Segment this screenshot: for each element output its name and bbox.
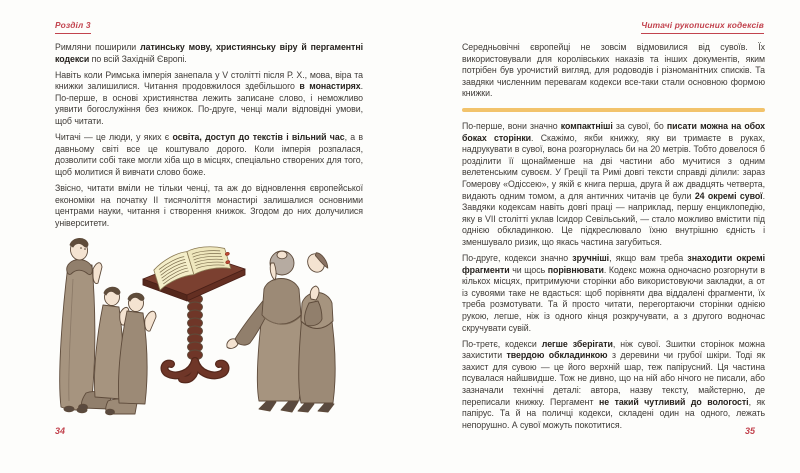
paragraph: Середньовічні європейці не зовсім відмовилися від сувоїв. Їх використовували для королівських наказів та інших документів, яким потрібен був урочистий вигляд, для родоводів і різноманітних списків. Та завдяки численним перевагам кодекси все-таки стали основною формою книжки.: [462, 42, 765, 99]
page-right: [400, 0, 800, 473]
paragraph: Навіть коли Римська імперія занепала у V столітті після Р. Х., мова, віра та книжки залишилися. Читання продовжилося здебільшого в монастирях. По-перше, в основі християнства лежить записане слово, і неможливо уявити богослужіння без книжок. По-друге, ченці мали відповідні умови, щоб читати.: [55, 69, 363, 127]
monks-at-lectern-illustration: [53, 235, 338, 417]
left-text-column: [55, 42, 363, 234]
lectern-feet-fill: [164, 361, 225, 379]
page-number-right: 35: [744, 426, 755, 436]
leaning-monk-icon: [298, 250, 335, 412]
lectern-icon: [143, 239, 245, 379]
paragraph: По-друге, кодекси значно зручніші, якщо вам треба знаходити окремі фрагменти чи щось порівнювати. Кодекс можна одночасно розгорнути в кількох місцях, притримуючи сторінки або використовуючи закладки, а от із сувоями таке не вдасться: щоб порівняти два віддалені фрагменти, їх треба розмотувати. Та й просто читати, перегортаючи сторінки однією рукою, легше, ніж із одного кінця розкручувати, а з другого водночас скручувати сувій.: [462, 253, 765, 333]
paragraph: Римляни поширили латинську мову, християнську віру й пергаментні кодекси по всій Західній Європі.: [55, 42, 363, 64]
paragraph: По-третє, кодекси легше зберігати, ніж сувої. Зшитки сторінок можна захистити твердою обкладинкою з деревини чи грубої шкіри. Тоді як захист для сувою — це його верхній шар, теж папірусний. Ця частина псувалася найшвидше. Тож не дивно, що на ній або нічого не писали, або зазначали технічні деталі: автора, назву тексту, майстерню, де переписали книжку. Пергамент не такий чутливий до вологості, як папірус. Та й на поличці кодекси, складені один на одного, лежать непорушно. А сувої можуть покотитися.: [462, 338, 765, 430]
paragraph: Звісно, читати вміли не тільки ченці, та аж до відновлення європейської економіки на початку II тисячоліття монастирі залишалися основними центрами науки, читання і створення книжок. Згодом до них долучилися університети.: [55, 183, 363, 228]
section-divider-bar: [462, 108, 765, 113]
section-running-head: Читачі рукописних кодексів: [641, 20, 764, 34]
page-number-left: 34: [55, 426, 66, 436]
chapter-running-head: Розділ 3: [55, 20, 91, 34]
paragraph: По-перше, вони значно компактніші за сувої, бо писати можна на обох боках сторінки. Скажімо, якби книжку, яку ви тримаєте в руках, надрукувати в сувої, вона розгорнулась би на 20 метрів. Тобто довелося б розділити її щонайменше на дві частини або мучитися з одним велетенським сувоєм. У Греції та Римі довгі тексти справді ділили: зараз Гомерову «Одіссею», у якій є книга перша, друга й аж двадцять четверта, видають одним томом, а для античних читачів це були 24 окремі сувої. Завдяки кодексам навіть довгі праці — наприклад, першу енциклопедію, яку в VII столітті уклав Ісидор Севільський, — стало можливо вмістити під однією обкладинкою. Це підкреслювало їхню внутрішню єдність і зменшувало ризик, що якась частина загубиться.: [462, 120, 765, 247]
paragraph: Читачі — це люди, у яких є освіта, доступ до текстів і вільний час, а в давньому світі все це коштувало дорого. Коли імперія розпалася, дозволити собі таке могли хіба що в місцях, спеціально створених для того, щоб молитися й вивчати слово боже.: [55, 132, 364, 177]
right-text-column: [462, 42, 765, 436]
lectern-column: [188, 294, 203, 360]
